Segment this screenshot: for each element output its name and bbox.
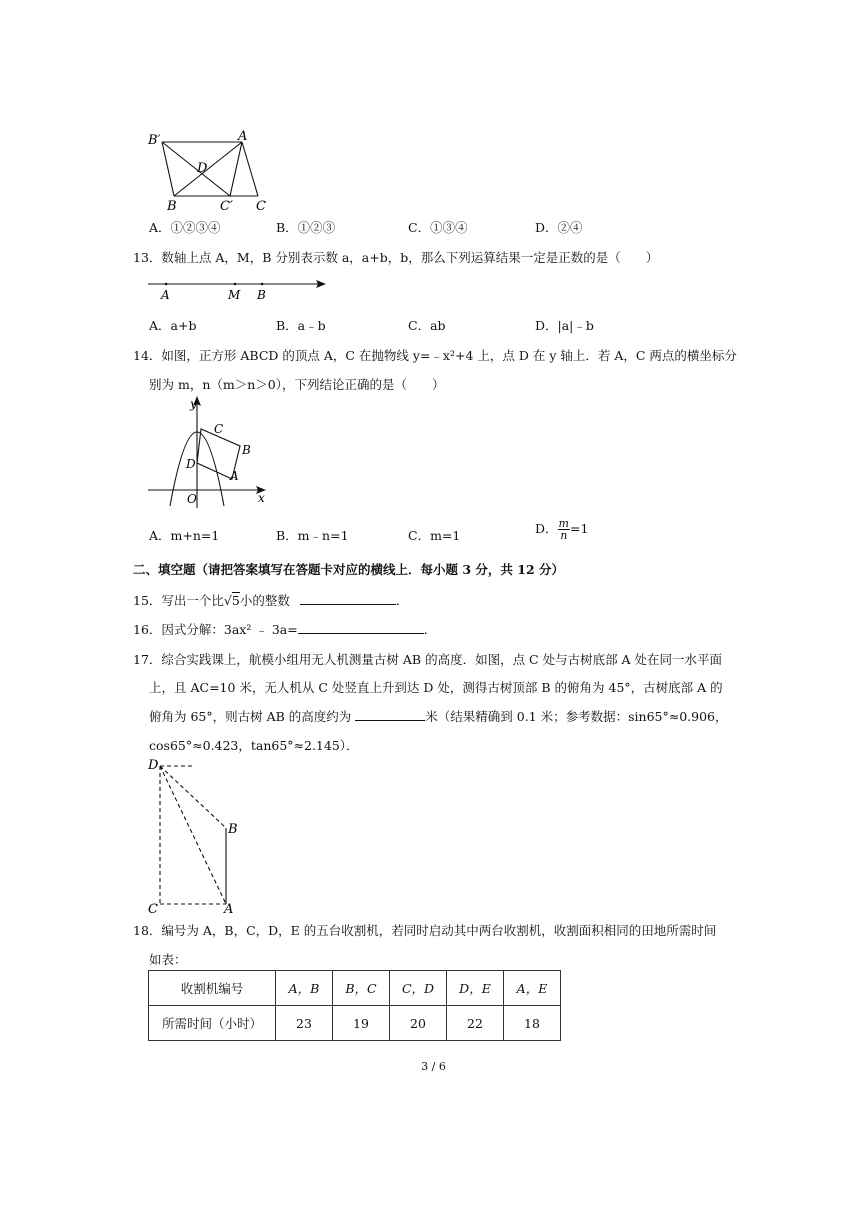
q14-option-b[interactable]: B．m﹣n=1 [276,528,349,543]
q14-stem-line2: 别为 m，n（m＞n＞0），下列结论正确的是（ ） [149,377,445,392]
number-line-figure [140,274,335,306]
q13-option-a[interactable]: A．a+b [149,318,197,333]
q14-option-a[interactable]: A．m+n=1 [149,528,220,543]
table-row [149,1006,561,1041]
q15-answer-blank[interactable] [300,592,396,605]
q15-text-pre: 15．写出一个比 [133,593,224,608]
table-cell: 19 [333,1006,390,1041]
section2-heading: 二、填空题（请把答案填写在答题卡对应的横线上．每小题 3 分，共 12 分） [133,562,565,577]
table-header-cell: D，E [447,971,504,1006]
q12-option-b[interactable]: B．①②③ [276,220,336,235]
drone-tree-figure [140,756,250,916]
label-b: B [228,822,238,837]
q17-line3-post: 米（结果精确到 0.1 米；参考数据：sin65°≈0.906， [425,709,728,724]
table-header-cell: B，C [333,971,390,1006]
q13-option-c[interactable]: C．ab [408,318,446,333]
q17-line3-pre: 俯角为 65°，则古树 AB 的高度约为 [149,709,352,724]
label-d: D [186,457,196,471]
sqrt-icon: √ [223,593,232,608]
page-number: 3 / 6 [421,1060,446,1073]
q17-answer-blank[interactable] [355,708,425,721]
label-c: C [256,199,266,212]
label-b: B [167,199,177,212]
label-a: A [224,902,234,916]
q16-answer-blank[interactable] [298,621,424,634]
label-c-prime: C′ [220,199,233,212]
axis-label-a: A [161,288,170,302]
q15-radicand: 5 [231,593,240,608]
table-cell: 23 [276,1006,333,1041]
q13-stem: 13．数轴上点 A，M，B 分别表示数 a，a+b，b，那么下列运算结果一定是正数的是（ ） [133,250,659,265]
table-row [149,971,561,1006]
fraction-denominator: n [560,529,568,542]
q18-line2: 如表： [149,952,187,967]
q16-text-pre: 16．因式分解：3ax² ﹣ 3a= [133,622,298,637]
fraction-numerator: m [558,517,569,530]
q18-line1: 18．编号为 A，B，C，D，E 的五台收割机，若同时启动其中两台收割机，收割面积相同的田地所需时间 [133,923,717,938]
table-cell: 22 [447,1006,504,1041]
q13-option-b[interactable]: B．a﹣b [276,318,326,333]
table-cell: 18 [504,1006,561,1041]
label-d: D [148,758,159,773]
q14-stem-line1: 14．如图，正方形 ABCD 的顶点 A，C 在抛物线 y=﹣x²+4 上，点 D 在 y 轴上．若 A，C 两点的横坐标分 [133,348,737,363]
q14-option-d-fraction [558,518,570,541]
table-header-cell: A，E [504,971,561,1006]
q12-option-d[interactable]: D．②④ [535,220,583,235]
table-cell: 20 [390,1006,447,1041]
parallelogram-figure [140,128,280,212]
origin-label: O [187,492,197,506]
q12-option-a[interactable]: A．①②③④ [149,220,221,235]
q17-line1: 17．综合实践课上，航模小组用无人机测量古树 AB 的高度．如图，点 C 处与古树底部 A 处在同一水平面 [133,652,723,667]
q14-option-d-label: D． [535,521,558,536]
harvester-table [148,970,561,1041]
label-b-prime: B′ [148,133,161,148]
label-d: D [197,161,208,176]
q17-line4: cos65°≈0.423，tan65°≈2.145）． [149,738,359,753]
label-c: C [214,422,224,436]
axis-label-m: M [228,288,241,302]
label-b: B [242,443,251,457]
label-a: A [238,129,248,144]
q13-option-d[interactable]: D．|a|﹣b [535,318,594,333]
q15-end: ． [395,593,409,608]
q17-line3 [149,707,728,725]
axis-y-label: y [190,397,197,411]
label-c: C [148,902,158,916]
q12-option-c[interactable]: C．①③④ [408,220,468,235]
table-header-cell: 收割机编号 [149,971,276,1006]
q14-option-d[interactable] [535,518,588,541]
parabola-square-figure [140,396,270,511]
table-cell: 所需时间（小时） [149,1006,276,1041]
axis-x-label: x [258,491,265,505]
q14-option-d-tail: =1 [569,521,589,536]
q17-line2: 上，且 AC=10 米，无人机从 C 处竖直上升到达 D 处，测得古树顶部 B 的俯角为 45°，古树底部 A 的 [149,680,723,695]
table-header-cell: C，D [390,971,447,1006]
label-a: A [230,469,239,483]
q16-end: ． [423,622,437,637]
q15-line [133,591,408,609]
q16-line [133,620,436,638]
axis-label-b: B [257,288,266,302]
q15-text-post: 小的整数 [239,593,290,608]
q14-option-c[interactable]: C．m=1 [408,528,461,543]
table-header-cell: A，B [276,971,333,1006]
